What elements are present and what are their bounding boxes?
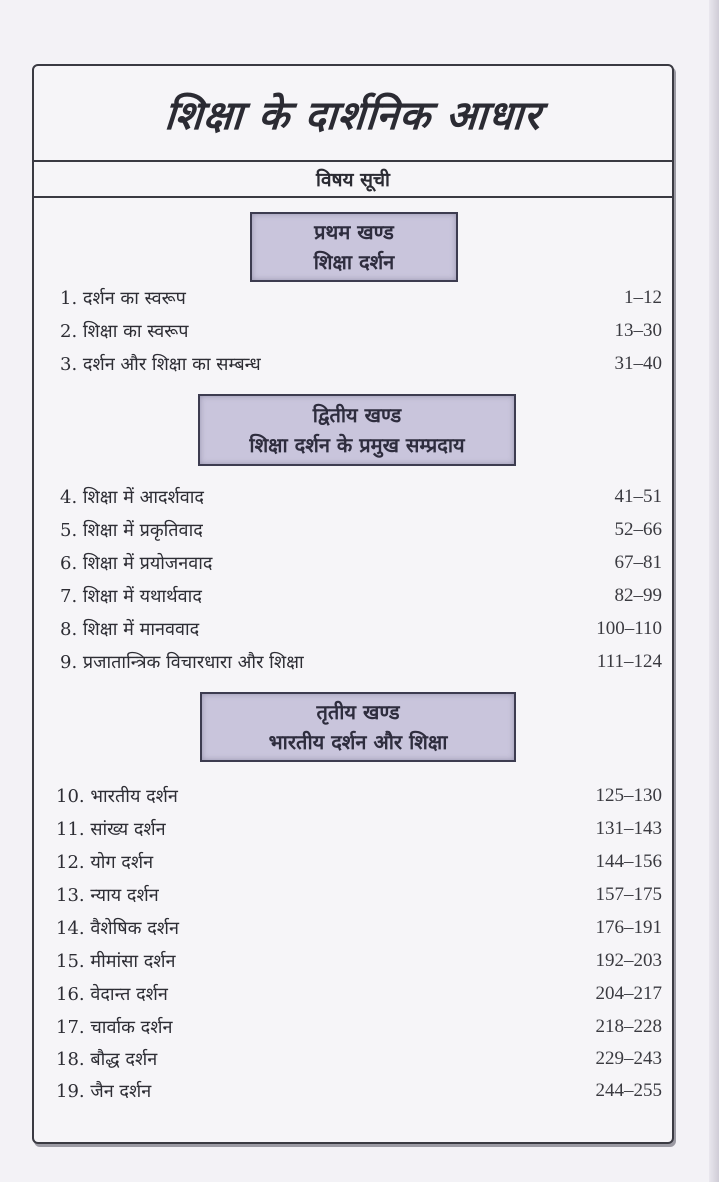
toc-entry[interactable] [56,979,662,1009]
toc-entry[interactable] [56,946,662,976]
page-range: 41–51 [614,486,662,507]
chapter-title: 11. सांख्य दर्शन [56,819,166,840]
page-range: 13–30 [614,320,662,341]
chapter-title: 9. प्रजातान्त्रिक विचारधारा और शिक्षा [60,652,304,673]
chapter-title: 19. जैन दर्शन [56,1081,152,1102]
page-range: 100–110 [596,618,662,639]
toc-entry[interactable] [60,283,662,313]
chapter-title: 1. दर्शन का स्वरूप [60,288,186,309]
chapter-title: 4. शिक्षा में आदर्शवाद [60,487,204,508]
chapter-title: 8. शिक्षा में मानववाद [60,619,200,640]
toc-entry[interactable] [60,482,662,512]
toc-entry[interactable] [60,614,662,644]
toc-entry[interactable] [56,781,662,811]
page-range: 52–66 [614,519,662,540]
toc-entry[interactable] [56,1044,662,1074]
toc-entry[interactable] [60,647,662,677]
toc-entry[interactable] [60,515,662,545]
section-header [250,212,458,282]
page-range: 229–243 [595,1048,662,1069]
contents-heading: विषय सूची [34,162,672,198]
toc-entry[interactable] [56,913,662,943]
page-range: 111–124 [596,651,662,672]
section-name: शिक्षा दर्शन [313,250,395,274]
section-header [200,692,516,762]
section-label: तृतीय खण्ड [316,700,400,724]
section-label: प्रथम खण्ड [314,220,394,244]
toc-entry[interactable] [60,349,662,379]
page-range: 244–255 [595,1080,662,1101]
page-edge [709,0,719,1182]
chapter-title: 2. शिक्षा का स्वरूप [60,321,189,342]
chapter-title: 10. भारतीय दर्शन [56,786,178,807]
page-range: 125–130 [595,785,662,806]
chapter-title: 17. चार्वाक दर्शन [56,1017,173,1038]
book-title: शिक्षा के दार्शनिक आधार [163,92,543,139]
toc-entry[interactable] [60,581,662,611]
page-range: 131–143 [595,818,662,839]
page-range: 1–12 [624,287,662,308]
toc-entry[interactable] [56,1012,662,1042]
chapter-title: 15. मीमांसा दर्शन [56,951,176,972]
chapter-title: 6. शिक्षा में प्रयोजनवाद [60,553,213,574]
page-range: 218–228 [595,1016,662,1037]
chapter-title: 7. शिक्षा में यथार्थवाद [60,586,202,607]
toc-entry[interactable] [60,548,662,578]
page-range: 192–203 [595,950,662,971]
page-range: 144–156 [595,851,662,872]
toc-entry[interactable] [56,814,662,844]
toc-entry[interactable] [56,880,662,910]
page-range: 157–175 [595,884,662,905]
chapter-title: 14. वैशेषिक दर्शन [56,918,179,939]
toc-entry[interactable] [56,847,662,877]
page-range: 31–40 [614,353,662,374]
chapter-title: 3. दर्शन और शिक्षा का सम्बन्ध [60,354,261,375]
section-header [198,394,516,466]
page-range: 204–217 [595,983,662,1004]
page-range: 176–191 [595,917,662,938]
section-name: शिक्षा दर्शन के प्रमुख सम्प्रदाय [249,433,465,457]
chapter-title: 16. वेदान्त दर्शन [56,984,168,1005]
section-label: द्वितीय खण्ड [312,403,402,427]
section-name: भारतीय दर्शन और शिक्षा [268,730,448,754]
chapter-title: 12. योग दर्शन [56,852,154,873]
chapter-title: 5. शिक्षा में प्रकृतिवाद [60,520,203,541]
chapter-title: 18. बौद्ध दर्शन [56,1049,158,1070]
title-band [34,66,672,162]
toc-entry[interactable] [60,316,662,346]
page-range: 82–99 [614,585,662,606]
page-range: 67–81 [614,552,662,573]
toc-entry[interactable] [56,1076,662,1106]
chapter-title: 13. न्याय दर्शन [56,885,159,906]
